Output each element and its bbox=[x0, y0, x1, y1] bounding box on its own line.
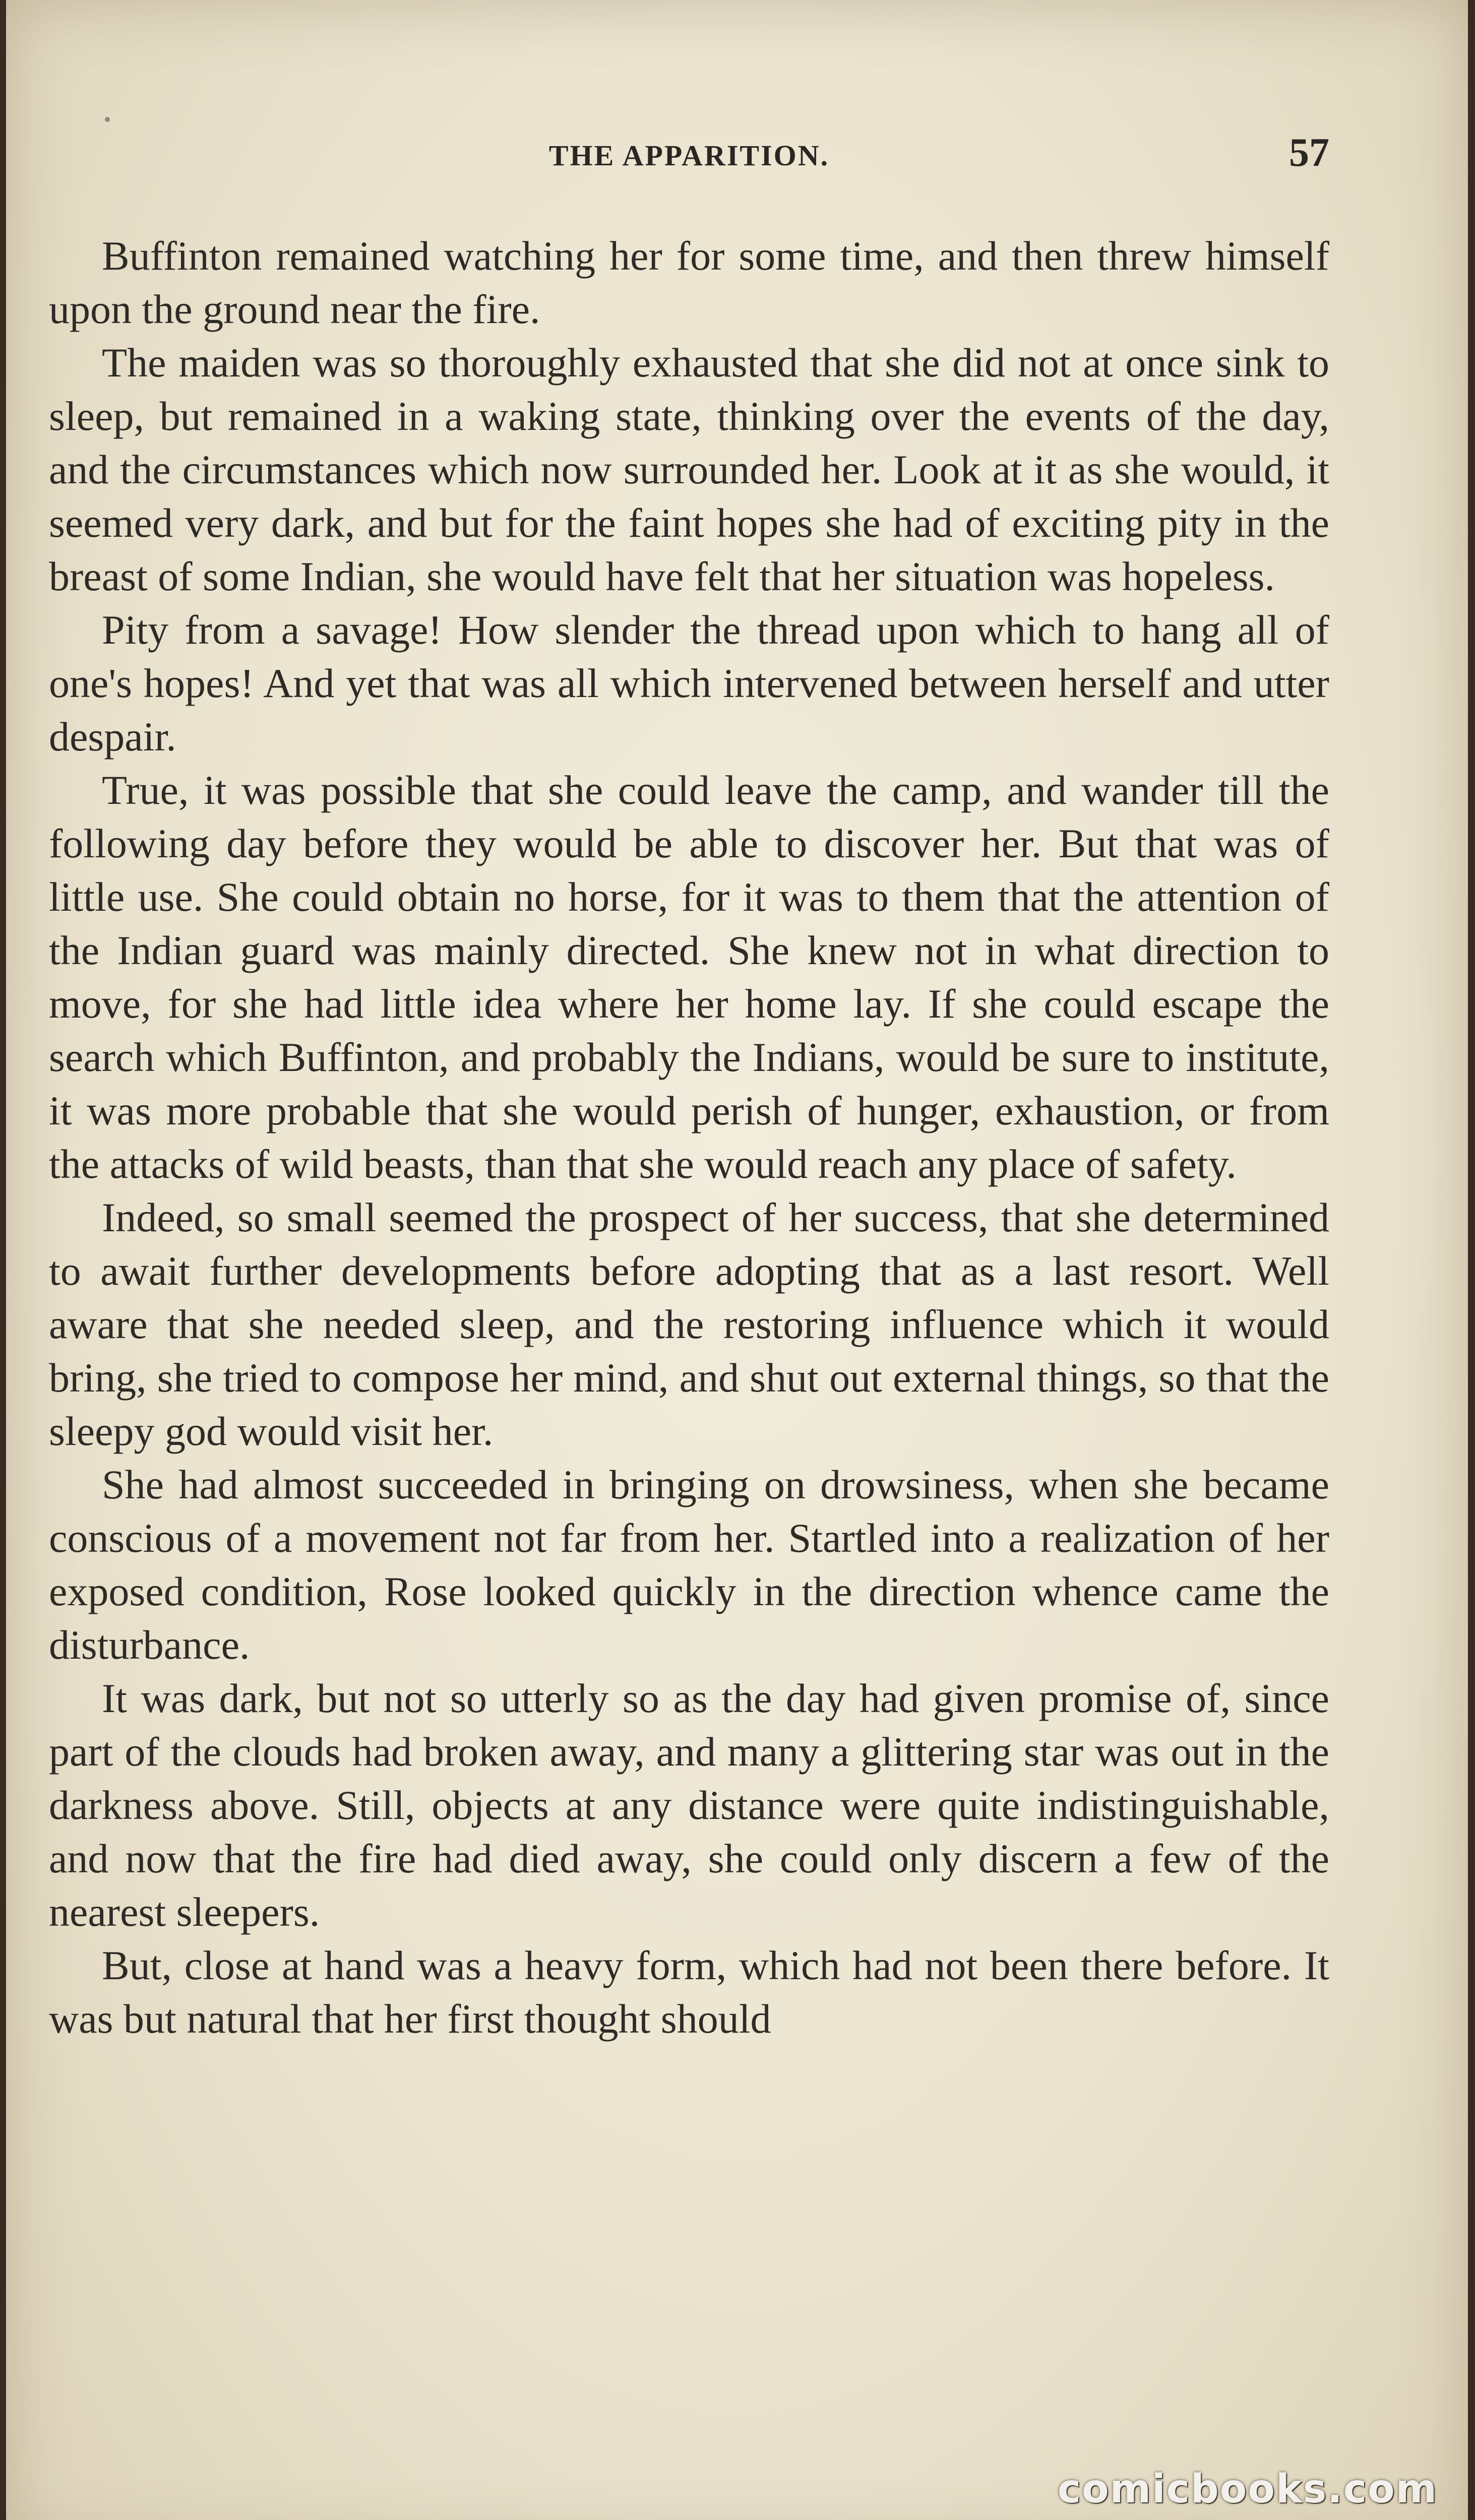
paragraph: True, it was possible that she could leave the camp, and wander till the following day before they would be able to discover her. But that was of little use. She could obtain no horse, for it was to them that the attention of the Indian guard was mainly directed. She knew not in what direction to move, for she had little idea where her home lay. If she could escape the search which Buffinton, and probably the Indians, would be sure to institute, it was more probable that she would perish of hunger, exhaustion, or from the attacks of wild beasts, than that she would reach any place of safety. bbox=[49, 767, 1329, 1187]
paragraph: But, close at hand was a heavy form, which had not been there before. It was but natural that her first thought should bbox=[49, 1942, 1329, 2042]
paragraph: Buffinton remained watching her for some time, and then threw himself upon the ground near the fire. bbox=[49, 233, 1329, 332]
body-text bbox=[49, 229, 1329, 2046]
running-head bbox=[49, 126, 1329, 181]
site-watermark: comicbooks.com bbox=[1057, 2467, 1438, 2512]
ink-speck bbox=[105, 117, 110, 122]
paragraph: It was dark, but not so utterly so as the day had given promise of, since part of the clouds had broken away, and many a glittering star was out in the darkness above. Still, objects at any distance were quite indistinguishable, and now that the fire had died away, she could only discern a few of the nearest sleepers. bbox=[49, 1675, 1329, 1935]
page-number: 57 bbox=[1289, 131, 1329, 175]
paragraph: Pity from a savage! How slender the thread upon which to hang all of one's hopes! And yet that was all which intervened between herself and utter despair. bbox=[49, 607, 1329, 760]
paragraph: She had almost succeeded in bringing on drowsiness, when she became conscious of a movement not far from her. Startled into a realization of her exposed condition, Rose looked quickly in the direction whence came the disturbance. bbox=[49, 1462, 1329, 1668]
paragraph: The maiden was so thoroughly exhausted that she did not at once sink to sleep, but remained in a waking state, thinking over the events of the day, and the circumstances which now surrounded her. Look at it as she would, it seemed very dark, and but for the faint hopes she had of exciting pity in the breast of some Indian, she would have felt that her situation was hopeless. bbox=[49, 340, 1329, 599]
paragraph: Indeed, so small seemed the prospect of her success, that she determined to await further developments before adopting that as a last resort. Well aware that she needed sleep, and the restoring influence which it would bring, she tried to compose her mind, and shut out external things, so that the sleepy god would visit her. bbox=[49, 1194, 1329, 1454]
chapter-header-title: THE APPARITION. bbox=[548, 139, 830, 172]
book-page bbox=[6, 0, 1468, 2520]
